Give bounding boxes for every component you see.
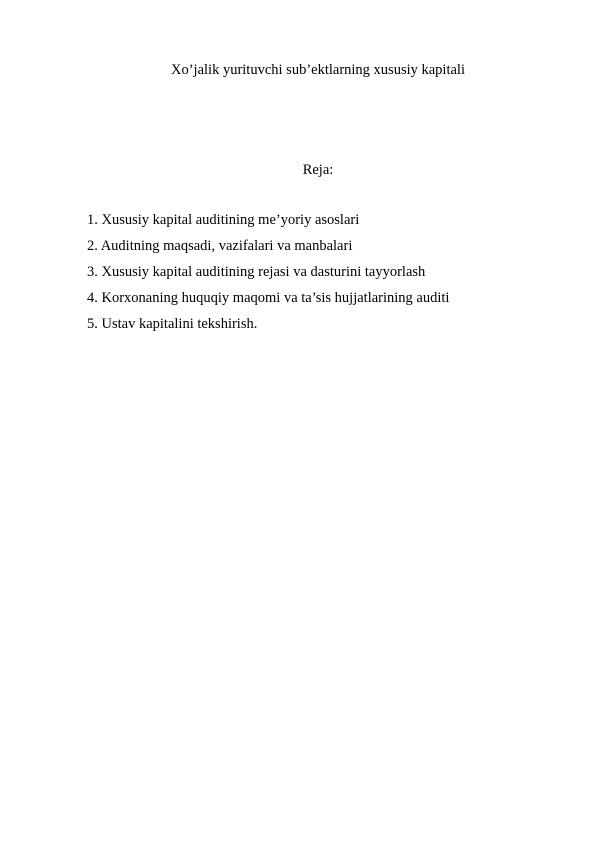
plan-list <box>87 207 449 337</box>
plan-item: 5. Ustav kapitalini tekshirish. <box>87 316 258 332</box>
plan-item: 2. Auditning maqsadi, vazifalari va manbalari <box>87 238 353 254</box>
plan-item: 1. Xususiy kapital auditining me’yoriy asoslari <box>87 212 360 228</box>
plan-heading: Reja: <box>302 162 334 178</box>
document-title: Xo’jalik yurituvchi sub’ektlarning xususiy kapitali <box>171 62 465 78</box>
plan-item: 3. Xususiy kapital auditining rejasi va dasturini tayyorlash <box>87 264 426 280</box>
plan-item: 4. Korxonaning huquqiy maqomi va ta’sis hujjatlarining auditi <box>87 290 450 306</box>
